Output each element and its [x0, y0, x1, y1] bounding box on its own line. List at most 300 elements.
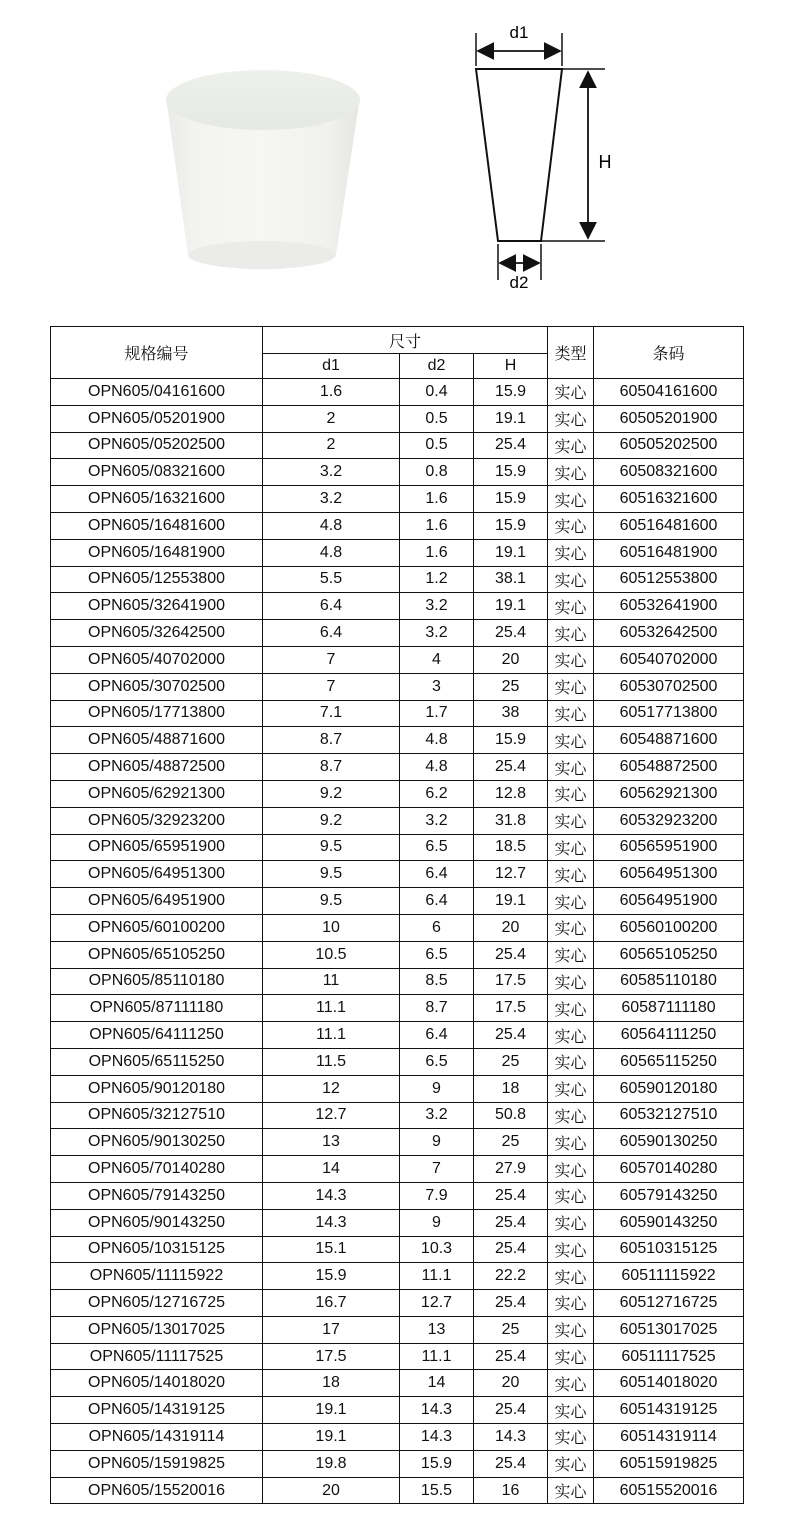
- table-row: [51, 432, 744, 459]
- cell-d2: 0.4: [400, 379, 474, 406]
- cell-spec-no: OPN605/15919825: [51, 1450, 263, 1477]
- cell-type: 实心: [548, 888, 594, 915]
- table-row: [51, 914, 744, 941]
- cell-barcode: 60548872500: [594, 754, 744, 781]
- table-row: [51, 1209, 744, 1236]
- cell-spec-no: OPN605/79143250: [51, 1182, 263, 1209]
- cell-spec-no: OPN605/05202500: [51, 432, 263, 459]
- cell-d2: 4.8: [400, 754, 474, 781]
- cell-d1: 9.5: [263, 888, 400, 915]
- table-row: [51, 1236, 744, 1263]
- header-size-group: 尺寸: [263, 327, 548, 354]
- cell-type: 实心: [548, 539, 594, 566]
- spec-table: [50, 326, 744, 1504]
- cell-spec-no: OPN605/05201900: [51, 405, 263, 432]
- cell-barcode: 60508321600: [594, 459, 744, 486]
- cell-d1: 10: [263, 914, 400, 941]
- cell-spec-no: OPN605/04161600: [51, 379, 263, 406]
- cell-barcode: 60516481600: [594, 512, 744, 539]
- table-row: [51, 1477, 744, 1504]
- cell-spec-no: OPN605/14319125: [51, 1397, 263, 1424]
- cell-barcode: 60590143250: [594, 1209, 744, 1236]
- cell-h: 12.8: [474, 780, 548, 807]
- cell-d1: 16.7: [263, 1290, 400, 1317]
- cell-barcode: 60505202500: [594, 432, 744, 459]
- cell-h: 25: [474, 1316, 548, 1343]
- cell-d2: 7.9: [400, 1182, 474, 1209]
- cell-type: 实心: [548, 941, 594, 968]
- cell-d2: 3.2: [400, 593, 474, 620]
- table-row: [51, 1129, 744, 1156]
- cell-spec-no: OPN605/16481600: [51, 512, 263, 539]
- cell-barcode: 60504161600: [594, 379, 744, 406]
- cell-spec-no: OPN605/32641900: [51, 593, 263, 620]
- cell-d2: 4: [400, 646, 474, 673]
- cell-barcode: 60514018020: [594, 1370, 744, 1397]
- cell-d2: 3.2: [400, 807, 474, 834]
- cell-d1: 2: [263, 405, 400, 432]
- cell-h: 25: [474, 673, 548, 700]
- table-row: [51, 888, 744, 915]
- cell-spec-no: OPN605/65105250: [51, 941, 263, 968]
- cell-d1: 6.4: [263, 620, 400, 647]
- cell-barcode: 60587111180: [594, 995, 744, 1022]
- cell-barcode: 60565951900: [594, 834, 744, 861]
- cell-barcode: 60514319125: [594, 1397, 744, 1424]
- cell-d2: 9: [400, 1209, 474, 1236]
- cell-type: 实心: [548, 968, 594, 995]
- cell-h: 25.4: [474, 1397, 548, 1424]
- cell-d2: 1.2: [400, 566, 474, 593]
- cell-h: 25.4: [474, 1209, 548, 1236]
- cell-spec-no: OPN605/60100200: [51, 914, 263, 941]
- cell-h: 20: [474, 914, 548, 941]
- cell-barcode: 60590130250: [594, 1129, 744, 1156]
- cell-type: 实心: [548, 1290, 594, 1317]
- cell-spec-no: OPN605/14018020: [51, 1370, 263, 1397]
- table-row: [51, 1102, 744, 1129]
- cell-barcode: 60515520016: [594, 1477, 744, 1504]
- cell-barcode: 60530702500: [594, 673, 744, 700]
- cell-spec-no: OPN605/64951900: [51, 888, 263, 915]
- figure-area: [0, 0, 790, 320]
- cell-barcode: 60516481900: [594, 539, 744, 566]
- cell-d2: 6.4: [400, 888, 474, 915]
- cell-spec-no: OPN605/17713800: [51, 700, 263, 727]
- cell-h: 14.3: [474, 1424, 548, 1451]
- cell-spec-no: OPN605/16321600: [51, 486, 263, 513]
- cell-d2: 10.3: [400, 1236, 474, 1263]
- header-d2: d2: [400, 354, 474, 379]
- cell-barcode: 60560100200: [594, 914, 744, 941]
- cell-barcode: 60512716725: [594, 1290, 744, 1317]
- cell-type: 实心: [548, 1022, 594, 1049]
- cell-d1: 15.9: [263, 1263, 400, 1290]
- table-row: [51, 1424, 744, 1451]
- cell-spec-no: OPN605/48871600: [51, 727, 263, 754]
- cell-type: 实心: [548, 1048, 594, 1075]
- cell-d1: 12: [263, 1075, 400, 1102]
- cell-spec-no: OPN605/32127510: [51, 1102, 263, 1129]
- table-row: [51, 1450, 744, 1477]
- cell-h: 31.8: [474, 807, 548, 834]
- table-body: [51, 379, 744, 1504]
- cell-d1: 6.4: [263, 593, 400, 620]
- table-row: [51, 1316, 744, 1343]
- cell-spec-no: OPN605/11115922: [51, 1263, 263, 1290]
- cell-type: 实心: [548, 620, 594, 647]
- cell-spec-no: OPN605/65951900: [51, 834, 263, 861]
- cell-type: 实心: [548, 1236, 594, 1263]
- cell-h: 20: [474, 1370, 548, 1397]
- cell-d2: 6.5: [400, 1048, 474, 1075]
- cell-type: 实心: [548, 700, 594, 727]
- cell-d1: 5.5: [263, 566, 400, 593]
- table-row: [51, 1290, 744, 1317]
- cell-spec-no: OPN605/32642500: [51, 620, 263, 647]
- cell-h: 25.4: [474, 1343, 548, 1370]
- cell-d1: 11.5: [263, 1048, 400, 1075]
- cell-type: 实心: [548, 1102, 594, 1129]
- cell-type: 实心: [548, 780, 594, 807]
- cell-d2: 0.5: [400, 405, 474, 432]
- cell-d2: 14: [400, 1370, 474, 1397]
- cell-spec-no: OPN605/12716725: [51, 1290, 263, 1317]
- table-row: [51, 1156, 744, 1183]
- h-label: H: [598, 152, 612, 172]
- cell-h: 25.4: [474, 1182, 548, 1209]
- cell-spec-no: OPN605/90120180: [51, 1075, 263, 1102]
- cell-h: 16: [474, 1477, 548, 1504]
- cell-type: 实心: [548, 995, 594, 1022]
- cell-h: 12.7: [474, 861, 548, 888]
- cell-type: 实心: [548, 459, 594, 486]
- cell-type: 实心: [548, 1129, 594, 1156]
- cell-barcode: 60562921300: [594, 780, 744, 807]
- d1-label: d1: [509, 23, 529, 42]
- cell-spec-no: OPN605/30702500: [51, 673, 263, 700]
- cell-barcode: 60564951900: [594, 888, 744, 915]
- cell-h: 17.5: [474, 968, 548, 995]
- cell-type: 实心: [548, 1209, 594, 1236]
- cell-type: 实心: [548, 1397, 594, 1424]
- cell-spec-no: OPN605/62921300: [51, 780, 263, 807]
- table-row: [51, 727, 744, 754]
- cell-h: 22.2: [474, 1263, 548, 1290]
- cell-barcode: 60515919825: [594, 1450, 744, 1477]
- cell-h: 15.9: [474, 459, 548, 486]
- cell-d1: 14.3: [263, 1209, 400, 1236]
- cell-d1: 3.2: [263, 486, 400, 513]
- table-row: [51, 754, 744, 781]
- cell-type: 实心: [548, 673, 594, 700]
- cell-d2: 7: [400, 1156, 474, 1183]
- cell-type: 实心: [548, 512, 594, 539]
- cell-barcode: 60532923200: [594, 807, 744, 834]
- cell-d1: 14: [263, 1156, 400, 1183]
- cell-d2: 4.8: [400, 727, 474, 754]
- table-row: [51, 646, 744, 673]
- cell-spec-no: OPN605/64111250: [51, 1022, 263, 1049]
- cell-spec-no: OPN605/87111180: [51, 995, 263, 1022]
- cell-d2: 1.6: [400, 486, 474, 513]
- cell-d1: 1.6: [263, 379, 400, 406]
- cell-h: 19.1: [474, 888, 548, 915]
- cell-d2: 1.6: [400, 539, 474, 566]
- cell-type: 实心: [548, 432, 594, 459]
- cell-type: 实心: [548, 566, 594, 593]
- table-row: [51, 700, 744, 727]
- cell-h: 15.9: [474, 486, 548, 513]
- table-row: [51, 1263, 744, 1290]
- cell-d1: 10.5: [263, 941, 400, 968]
- header-d1: d1: [263, 354, 400, 379]
- cell-d1: 7: [263, 673, 400, 700]
- cell-d1: 8.7: [263, 754, 400, 781]
- cell-barcode: 60564951300: [594, 861, 744, 888]
- cell-d1: 20: [263, 1477, 400, 1504]
- cell-type: 实心: [548, 1182, 594, 1209]
- cell-d2: 6.5: [400, 834, 474, 861]
- cell-d2: 15.5: [400, 1477, 474, 1504]
- cell-h: 27.9: [474, 1156, 548, 1183]
- cell-spec-no: OPN605/12553800: [51, 566, 263, 593]
- cell-h: 19.1: [474, 405, 548, 432]
- cell-h: 15.9: [474, 379, 548, 406]
- d2-label: d2: [509, 273, 529, 292]
- cell-h: 25.4: [474, 1450, 548, 1477]
- cell-h: 38.1: [474, 566, 548, 593]
- cell-type: 实心: [548, 1316, 594, 1343]
- cell-d2: 11.1: [400, 1263, 474, 1290]
- stopper-outline: [476, 69, 562, 241]
- cell-d1: 11.1: [263, 1022, 400, 1049]
- header-barcode: 条码: [594, 327, 744, 379]
- cell-spec-no: OPN605/15520016: [51, 1477, 263, 1504]
- cell-barcode: 60510315125: [594, 1236, 744, 1263]
- cell-d1: 17.5: [263, 1343, 400, 1370]
- cell-d2: 6.4: [400, 861, 474, 888]
- cell-d2: 11.1: [400, 1343, 474, 1370]
- cell-h: 50.8: [474, 1102, 548, 1129]
- cell-d1: 15.1: [263, 1236, 400, 1263]
- cell-d1: 9.5: [263, 834, 400, 861]
- cell-d1: 19.1: [263, 1424, 400, 1451]
- cell-spec-no: OPN605/40702000: [51, 646, 263, 673]
- table-row: [51, 539, 744, 566]
- cell-type: 实心: [548, 834, 594, 861]
- cell-d2: 1.6: [400, 512, 474, 539]
- cell-barcode: 60565115250: [594, 1048, 744, 1075]
- cell-barcode: 60516321600: [594, 486, 744, 513]
- cell-type: 实心: [548, 486, 594, 513]
- table-row: [51, 995, 744, 1022]
- cell-d2: 6.4: [400, 1022, 474, 1049]
- cell-type: 实心: [548, 1370, 594, 1397]
- table-row: [51, 1048, 744, 1075]
- cell-d1: 11: [263, 968, 400, 995]
- cell-spec-no: OPN605/16481900: [51, 539, 263, 566]
- cell-barcode: 60511115922: [594, 1263, 744, 1290]
- cell-spec-no: OPN605/70140280: [51, 1156, 263, 1183]
- cell-d1: 7.1: [263, 700, 400, 727]
- cell-d1: 2: [263, 432, 400, 459]
- cell-spec-no: OPN605/90143250: [51, 1209, 263, 1236]
- cell-h: 25: [474, 1129, 548, 1156]
- cell-spec-no: OPN605/14319114: [51, 1424, 263, 1451]
- cell-barcode: 60548871600: [594, 727, 744, 754]
- cell-barcode: 60514319114: [594, 1424, 744, 1451]
- cell-spec-no: OPN605/10315125: [51, 1236, 263, 1263]
- header-type: 类型: [548, 327, 594, 379]
- cell-spec-no: OPN605/08321600: [51, 459, 263, 486]
- cell-d2: 0.8: [400, 459, 474, 486]
- rubber-stopper-image: [150, 55, 380, 295]
- cell-d1: 11.1: [263, 995, 400, 1022]
- cell-type: 实心: [548, 1450, 594, 1477]
- cell-h: 25.4: [474, 1022, 548, 1049]
- cell-barcode: 60585110180: [594, 968, 744, 995]
- cell-h: 19.1: [474, 539, 548, 566]
- cell-type: 实心: [548, 593, 594, 620]
- cell-d1: 8.7: [263, 727, 400, 754]
- cell-barcode: 60532642500: [594, 620, 744, 647]
- table-row: [51, 1075, 744, 1102]
- cell-barcode: 60590120180: [594, 1075, 744, 1102]
- table-row: [51, 1022, 744, 1049]
- cell-h: 15.9: [474, 727, 548, 754]
- cell-d1: 9.2: [263, 780, 400, 807]
- cell-type: 实心: [548, 1343, 594, 1370]
- cell-type: 实心: [548, 807, 594, 834]
- table-row: [51, 405, 744, 432]
- cell-d1: 14.3: [263, 1182, 400, 1209]
- cell-barcode: 60540702000: [594, 646, 744, 673]
- cell-d2: 3.2: [400, 620, 474, 647]
- cell-h: 25.4: [474, 620, 548, 647]
- table-row: [51, 620, 744, 647]
- cell-type: 实心: [548, 1075, 594, 1102]
- cell-h: 15.9: [474, 512, 548, 539]
- cell-d1: 17: [263, 1316, 400, 1343]
- table-row: [51, 379, 744, 406]
- cell-spec-no: OPN605/90130250: [51, 1129, 263, 1156]
- table-row: [51, 486, 744, 513]
- cell-d2: 3.2: [400, 1102, 474, 1129]
- cell-d1: 13: [263, 1129, 400, 1156]
- cell-d1: 18: [263, 1370, 400, 1397]
- table-row: [51, 1182, 744, 1209]
- table-row: [51, 673, 744, 700]
- table-row: [51, 834, 744, 861]
- cell-h: 19.1: [474, 593, 548, 620]
- cell-h: 25.4: [474, 754, 548, 781]
- cell-d1: 9.5: [263, 861, 400, 888]
- table-row: [51, 593, 744, 620]
- cell-type: 实心: [548, 1424, 594, 1451]
- cell-h: 25: [474, 1048, 548, 1075]
- cell-type: 实心: [548, 754, 594, 781]
- cell-d2: 9: [400, 1075, 474, 1102]
- cell-d2: 8.5: [400, 968, 474, 995]
- cell-barcode: 60570140280: [594, 1156, 744, 1183]
- dimension-diagram: [455, 18, 655, 298]
- table-row: [51, 1397, 744, 1424]
- cell-type: 实心: [548, 379, 594, 406]
- cell-h: 25.4: [474, 1236, 548, 1263]
- table-row: [51, 512, 744, 539]
- cell-barcode: 60564111250: [594, 1022, 744, 1049]
- cell-barcode: 60517713800: [594, 700, 744, 727]
- cell-h: 25.4: [474, 1290, 548, 1317]
- cell-d2: 8.7: [400, 995, 474, 1022]
- cell-h: 18.5: [474, 834, 548, 861]
- cell-barcode: 60532127510: [594, 1102, 744, 1129]
- table-row: [51, 566, 744, 593]
- cell-d2: 6.5: [400, 941, 474, 968]
- cell-spec-no: OPN605/11117525: [51, 1343, 263, 1370]
- cell-barcode: 60512553800: [594, 566, 744, 593]
- cell-type: 实心: [548, 405, 594, 432]
- cell-barcode: 60505201900: [594, 405, 744, 432]
- cell-type: 实心: [548, 646, 594, 673]
- cell-barcode: 60565105250: [594, 941, 744, 968]
- cell-d2: 6: [400, 914, 474, 941]
- cell-type: 实心: [548, 1156, 594, 1183]
- table-row: [51, 807, 744, 834]
- cell-h: 18: [474, 1075, 548, 1102]
- table-row: [51, 780, 744, 807]
- cell-d1: 4.8: [263, 539, 400, 566]
- cell-spec-no: OPN605/65115250: [51, 1048, 263, 1075]
- cell-d2: 14.3: [400, 1424, 474, 1451]
- cell-d1: 3.2: [263, 459, 400, 486]
- cell-spec-no: OPN605/13017025: [51, 1316, 263, 1343]
- cell-d2: 9: [400, 1129, 474, 1156]
- cell-spec-no: OPN605/85110180: [51, 968, 263, 995]
- cell-d2: 1.7: [400, 700, 474, 727]
- table-row: [51, 1370, 744, 1397]
- cell-type: 实心: [548, 727, 594, 754]
- cell-spec-no: OPN605/32923200: [51, 807, 263, 834]
- cell-d1: 4.8: [263, 512, 400, 539]
- table-row: [51, 459, 744, 486]
- cell-d1: 12.7: [263, 1102, 400, 1129]
- header-spec-no: 规格编号: [51, 327, 263, 379]
- cell-h: 17.5: [474, 995, 548, 1022]
- cell-barcode: 60511117525: [594, 1343, 744, 1370]
- cell-type: 实心: [548, 1263, 594, 1290]
- cell-type: 实心: [548, 861, 594, 888]
- cell-d2: 3: [400, 673, 474, 700]
- cell-d1: 7: [263, 646, 400, 673]
- cell-barcode: 60579143250: [594, 1182, 744, 1209]
- cell-d2: 0.5: [400, 432, 474, 459]
- cell-h: 38: [474, 700, 548, 727]
- table-row: [51, 968, 744, 995]
- cell-d2: 6.2: [400, 780, 474, 807]
- cell-type: 实心: [548, 1477, 594, 1504]
- cell-type: 实心: [548, 914, 594, 941]
- cell-barcode: 60532641900: [594, 593, 744, 620]
- cell-barcode: 60513017025: [594, 1316, 744, 1343]
- cell-d2: 12.7: [400, 1290, 474, 1317]
- cell-spec-no: OPN605/48872500: [51, 754, 263, 781]
- cell-h: 20: [474, 646, 548, 673]
- cell-h: 25.4: [474, 432, 548, 459]
- cell-h: 25.4: [474, 941, 548, 968]
- cell-d2: 13: [400, 1316, 474, 1343]
